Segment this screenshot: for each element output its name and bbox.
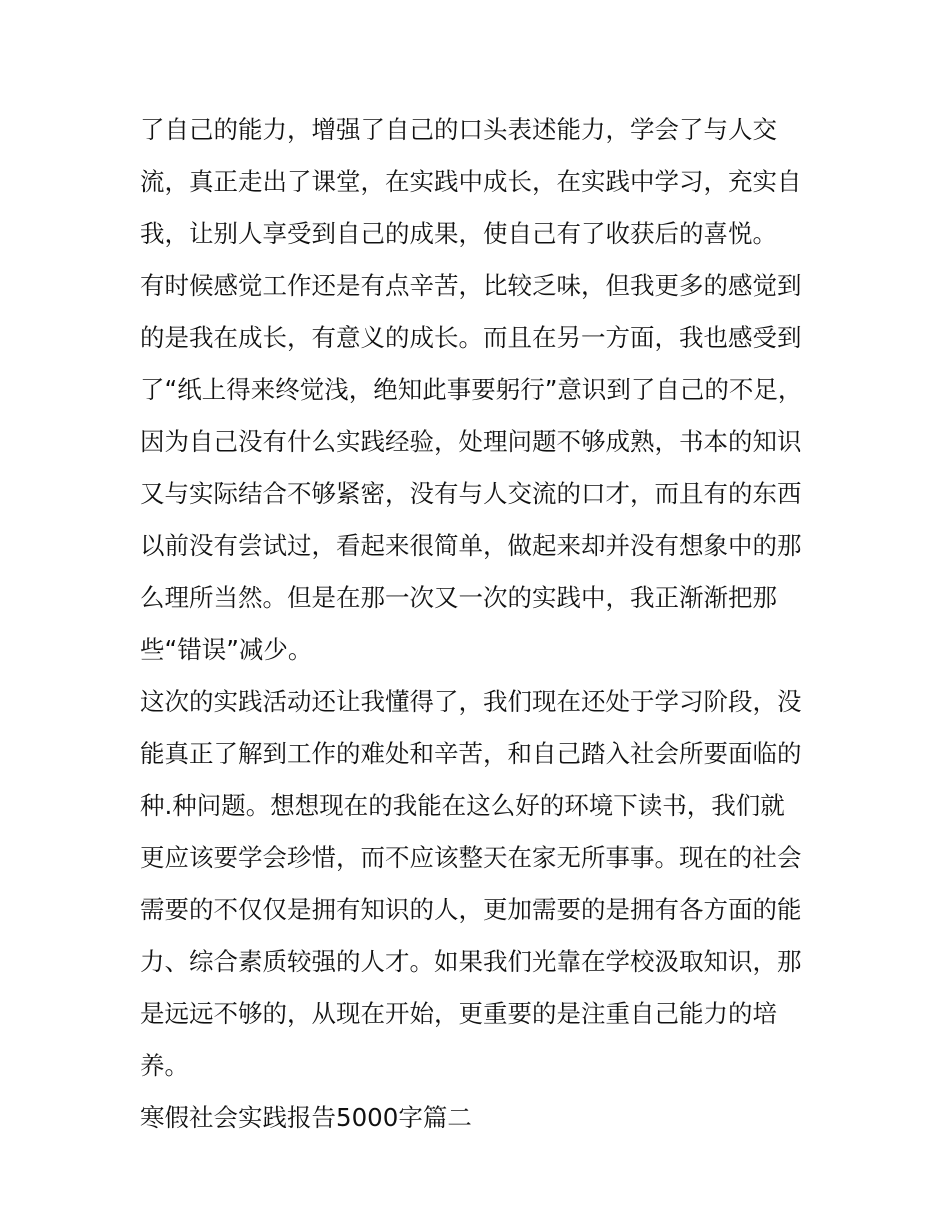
text-line: 能真正了解到工作的难处和辛苦，和自己踏入社会所要面临的 <box>140 739 802 768</box>
text-line: 以前没有尝试过，看起来很简单，做起来却并没有想象中的那 <box>140 531 802 560</box>
text-line: 养。 <box>140 1051 189 1080</box>
text-line: 了“纸上得来终觉浅，绝知此事要躬行”意识到了自己的不足， <box>140 375 803 404</box>
text-line: 更应该要学会珍惜，而不应该整天在家无所事事。现在的社会 <box>140 843 802 872</box>
text-line: 是远远不够的，从现在开始，更重要的是注重自己能力的培 <box>140 999 777 1028</box>
text-line: 了自己的能力，增强了自己的口头表述能力，学会了与人交 <box>140 115 777 144</box>
text-line: 我，让别人享受到自己的成果，使自己有了收获后的喜悦。 <box>140 219 777 248</box>
text-line: 又与实际结合不够紧密，没有与人交流的口才，而且有的东西 <box>140 479 802 508</box>
text-line: 的是我在成长，有意义的成长。而且在另一方面，我也感受到 <box>140 323 802 352</box>
text-line: 需要的不仅仅是拥有知识的人，更加需要的是拥有各方面的能 <box>140 895 802 924</box>
text-line: 有时候感觉工作还是有点辛苦，比较乏味，但我更多的感觉到 <box>140 271 802 300</box>
text-line: 这次的实践活动还让我懂得了，我们现在还处于学习阶段，没 <box>140 687 802 716</box>
text-line: 种.种问题。想想现在的我能在这么好的环境下读书，我们就 <box>140 791 785 820</box>
text-line: 些“错误”减少。 <box>140 635 313 664</box>
text-line: 力、综合素质较强的人才。如果我们光靠在学校汲取知识，那 <box>140 947 802 976</box>
text-line: 因为自己没有什么实践经验，处理问题不够成熟，书本的知识 <box>140 427 802 456</box>
text-line: 流，真正走出了课堂，在实践中成长，在实践中学习，充实自 <box>140 167 802 196</box>
section-heading: 寒假社会实践报告5000字篇二 <box>140 1103 472 1132</box>
text-line: 么理所当然。但是在那一次又一次的实践中，我正渐渐把那 <box>140 583 777 612</box>
document-body <box>140 104 820 1144</box>
